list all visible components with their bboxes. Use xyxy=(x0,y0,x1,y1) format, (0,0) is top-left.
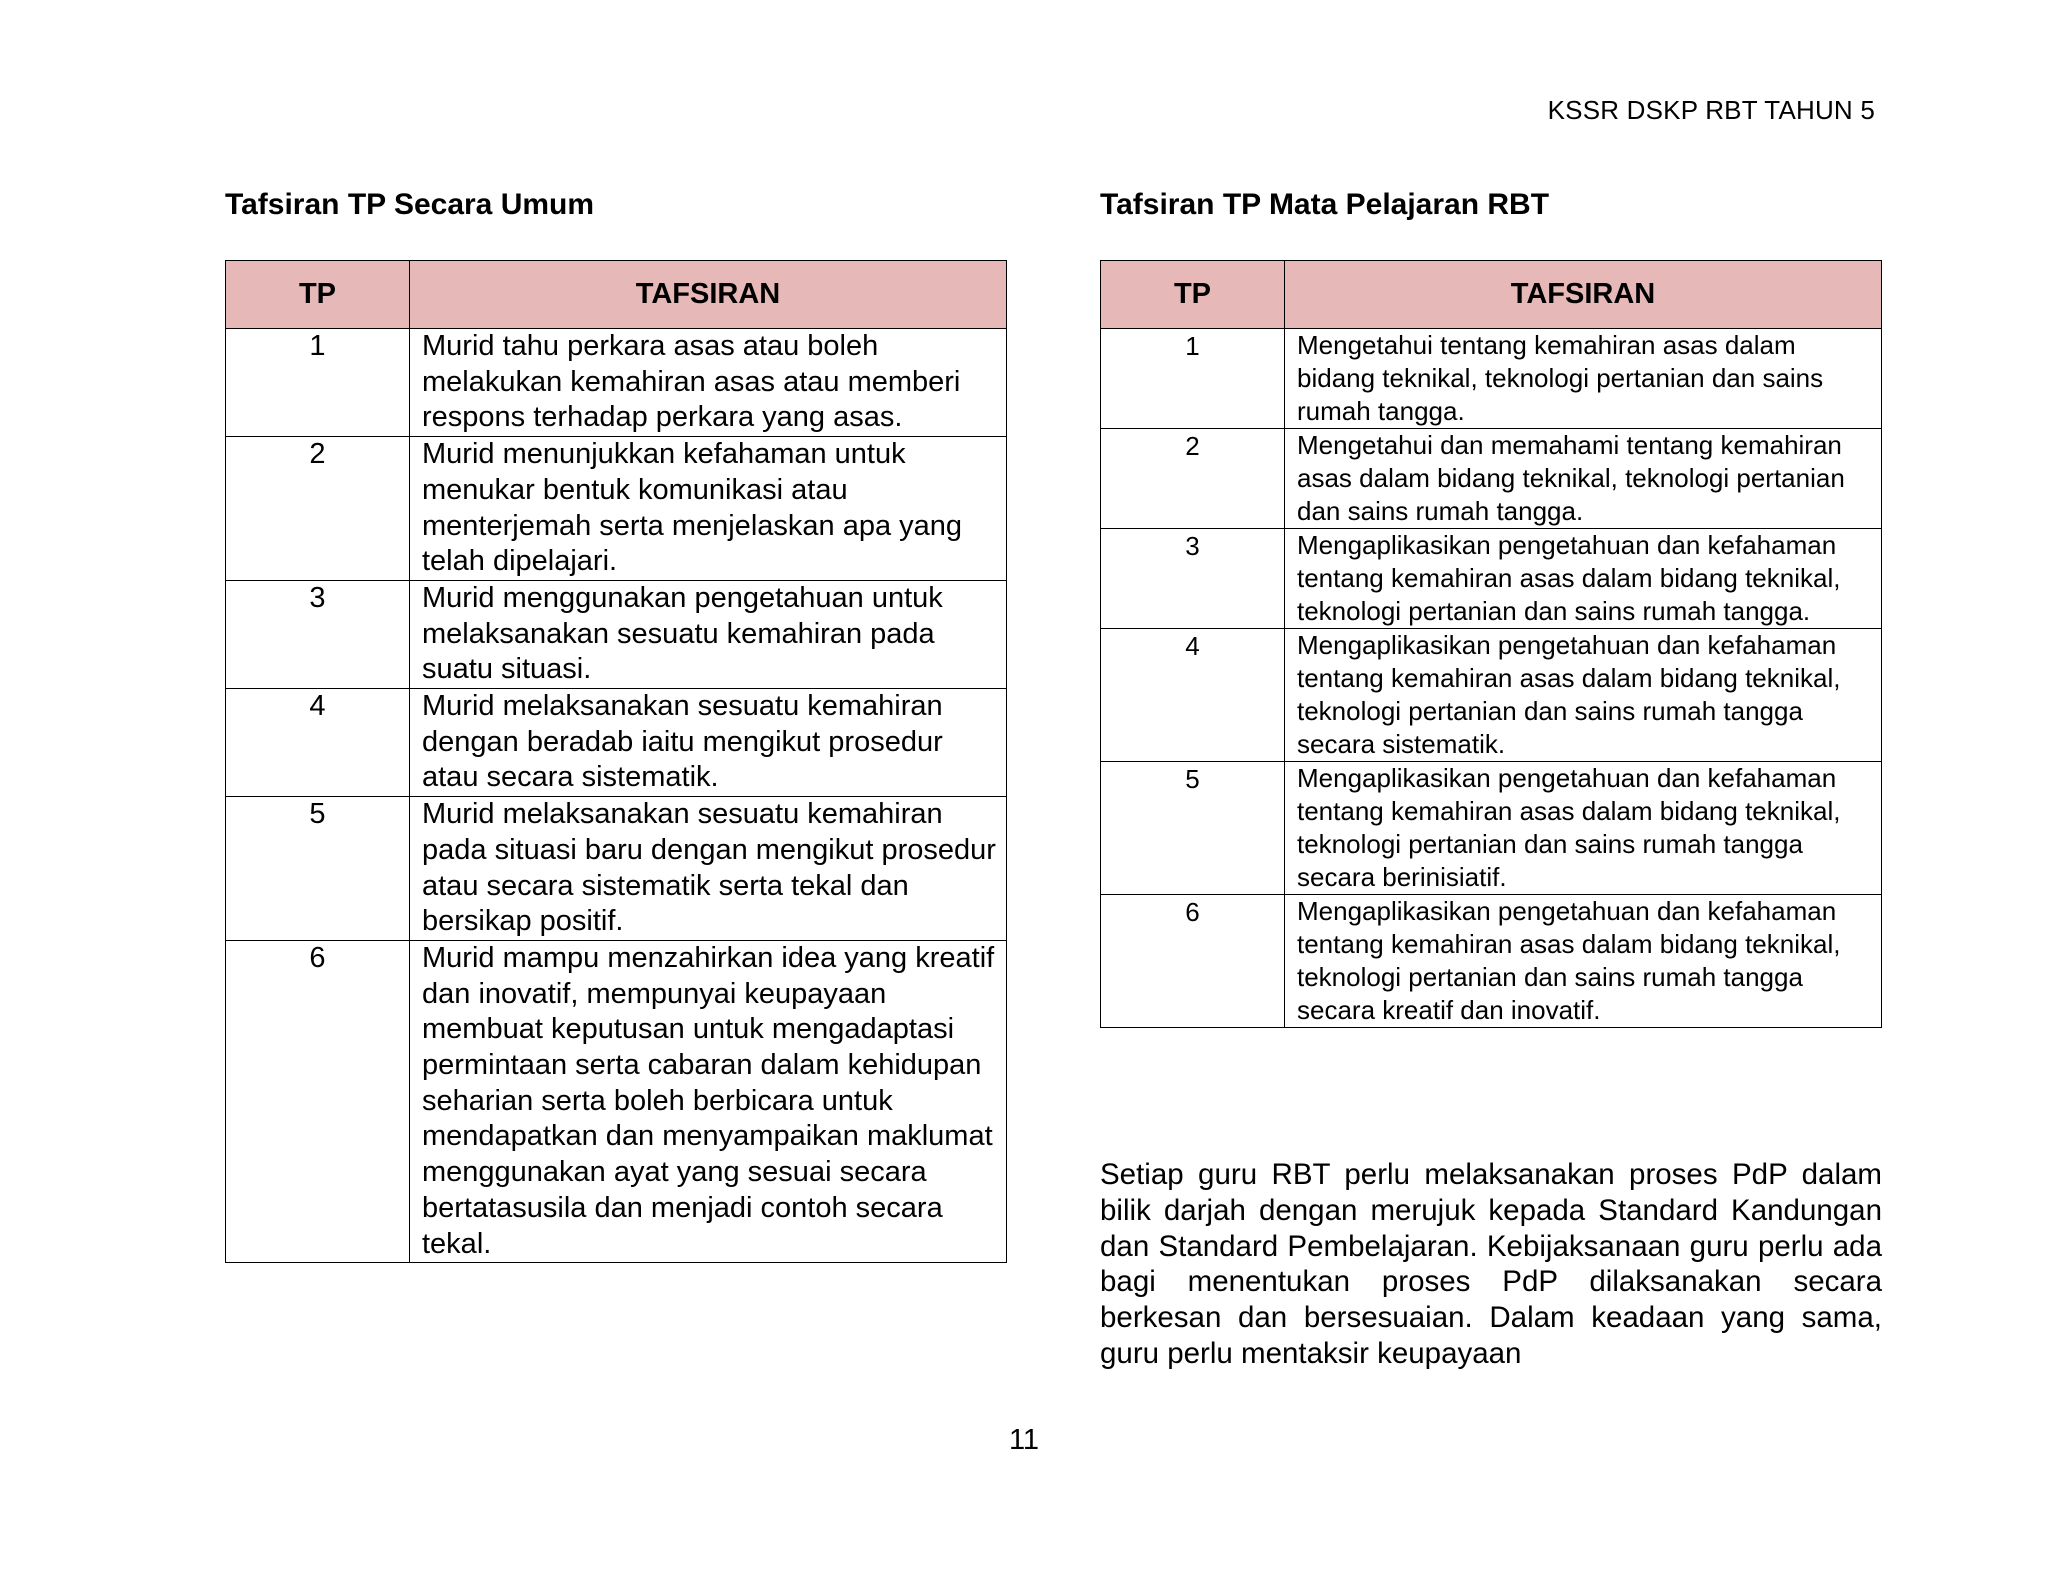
general-tp-section xyxy=(225,188,1007,1263)
tp-description: Murid mampu menzahirkan idea yang kreatif dan inovatif, mempunyai keupayaan membuat keputusan untuk mengadaptasi permintaan serta cabaran dalam kehidupan seharian serta boleh berbicara untuk mendapatkan dan menyampaikan maklumat menggunakan ayat yang sesuai secara bertatasusila dan menjadi contoh secara tekal. xyxy=(410,940,1007,1262)
table-row xyxy=(226,940,1007,1262)
column-header-tp: TP xyxy=(226,261,410,329)
page-number: 11 xyxy=(1008,1424,1040,1456)
tp-description: Murid melaksanakan sesuatu kemahiran pada situasi baru dengan mengikut prosedur atau secara sistematik serta tekal dan bersikap positif. xyxy=(410,797,1007,941)
tp-level: 6 xyxy=(226,940,410,1262)
table-row xyxy=(226,689,1007,797)
table-row xyxy=(1101,529,1882,629)
rbt-tp-title: Tafsiran TP Mata Pelajaran RBT xyxy=(1100,188,1550,221)
tp-level: 5 xyxy=(1101,762,1285,895)
tp-description: Mengetahui dan memahami tentang kemahiran asas dalam bidang teknikal, teknologi pertanian dan sains rumah tangga. xyxy=(1285,429,1882,529)
table-header-row xyxy=(226,261,1007,329)
tp-description: Mengaplikasikan pengetahuan dan kefahaman tentang kemahiran asas dalam bidang teknikal, teknologi pertanian dan sains rumah tangga secara sistematik. xyxy=(1285,629,1882,762)
tp-description: Murid menunjukkan kefahaman untuk menukar bentuk komunikasi atau menterjemah serta menjelaskan apa yang telah dipelajari. xyxy=(410,437,1007,581)
rbt-tp-table xyxy=(1100,260,1882,1028)
table-row xyxy=(1101,895,1882,1028)
table-row xyxy=(1101,429,1882,529)
table-row xyxy=(1101,329,1882,429)
tp-level: 2 xyxy=(1101,429,1285,529)
tp-description: Mengetahui tentang kemahiran asas dalam bidang teknikal, teknologi pertanian dan sains rumah tangga. xyxy=(1285,329,1882,429)
general-tp-title: Tafsiran TP Secara Umum xyxy=(225,188,595,221)
column-header-tp: TP xyxy=(1101,261,1285,329)
tp-level: 6 xyxy=(1101,895,1285,1028)
tp-description: Murid tahu perkara asas atau boleh melakukan kemahiran asas atau memberi respons terhadap perkara yang asas. xyxy=(410,329,1007,437)
tp-level: 1 xyxy=(226,329,410,437)
table-row xyxy=(226,580,1007,688)
tp-level: 3 xyxy=(1101,529,1285,629)
tp-level: 3 xyxy=(226,580,410,688)
tp-level: 5 xyxy=(226,797,410,941)
column-header-tafsiran: TAFSIRAN xyxy=(410,261,1007,329)
body-paragraph: Setiap guru RBT perlu melaksanakan proses PdP dalam bilik darjah dengan merujuk kepada Standard Kandungan dan Standard Pembelajaran. Kebijaksanaan guru perlu ada bagi menentukan proses PdP dilaksanakan secara berkesan dan bersesuaian. Dalam keadaan yang sama, guru perlu mentaksir keupayaan xyxy=(1100,1158,1882,1370)
table-row xyxy=(226,797,1007,941)
tp-level: 4 xyxy=(1101,629,1285,762)
table-row xyxy=(1101,762,1882,895)
table-row xyxy=(226,329,1007,437)
general-tp-table xyxy=(225,260,1007,1263)
column-header-tafsiran: TAFSIRAN xyxy=(1285,261,1882,329)
tp-description: Mengaplikasikan pengetahuan dan kefahaman tentang kemahiran asas dalam bidang teknikal, teknologi pertanian dan sains rumah tangga. xyxy=(1285,529,1882,629)
tp-description: Murid menggunakan pengetahuan untuk melaksanakan sesuatu kemahiran pada suatu situasi. xyxy=(410,580,1007,688)
tp-description: Mengaplikasikan pengetahuan dan kefahaman tentang kemahiran asas dalam bidang teknikal, teknologi pertanian dan sains rumah tangga secara kreatif dan inovatif. xyxy=(1285,895,1882,1028)
tp-level: 1 xyxy=(1101,329,1285,429)
rbt-tp-section xyxy=(1100,188,1882,1028)
document-header: KSSR DSKP RBT TAHUN 5 xyxy=(1547,95,1875,125)
tp-description: Murid melaksanakan sesuatu kemahiran dengan beradab iaitu mengikut prosedur atau secara sistematik. xyxy=(410,689,1007,797)
tp-description: Mengaplikasikan pengetahuan dan kefahaman tentang kemahiran asas dalam bidang teknikal, teknologi pertanian dan sains rumah tangga secara berinisiatif. xyxy=(1285,762,1882,895)
tp-level: 4 xyxy=(226,689,410,797)
table-header-row xyxy=(1101,261,1882,329)
table-row xyxy=(1101,629,1882,762)
table-row xyxy=(226,437,1007,581)
tp-level: 2 xyxy=(226,437,410,581)
